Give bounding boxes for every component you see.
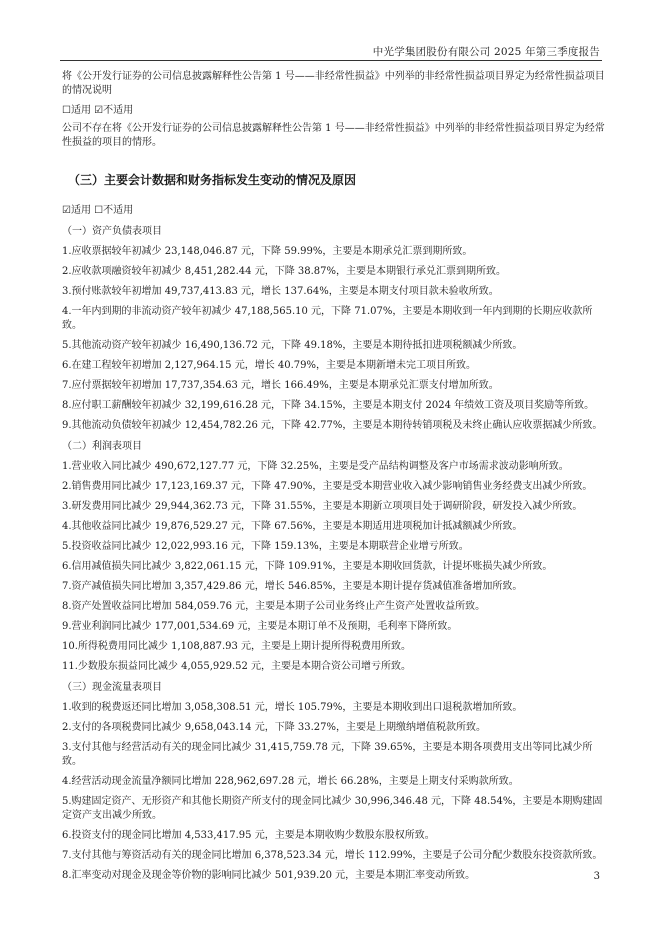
cashflow-item: 1.收到的税费返还同比增加 3,058,308.51 元，增长 105.79%，主要是本期收到出口退税款增加所致。 bbox=[62, 702, 523, 713]
cashflow-item: 8.汇率变动对现金及现金等价物的影响同比减少 501,939.20 元，主要是本期汇率变动所致。 bbox=[62, 870, 476, 881]
page-number: 3 bbox=[593, 871, 600, 882]
balance-item: 4.一年内到期的非流动资产较年初减少 47,188,565.10 元，下降 71.07%，主要是本期收到一年内到期的长期应收款所致。 bbox=[62, 306, 593, 331]
nonrecurring-statement: 将《公开发行证券的公司信息披露解释性公告第 1 号——非经常性损益》中列举的非经常性损益项目界定为经常性损益项目的情况说明 bbox=[62, 71, 605, 96]
cashflow-heading: （三）现金流量表项目 bbox=[62, 682, 162, 693]
profit-item: 1.营业收入同比减少 490,672,127.77 元，下降 32.25%，主要是受产品结构调整及客户市场需求波动影响所致。 bbox=[62, 461, 569, 472]
profit-item: 10.所得税费用同比减少 1,108,887.93 元，主要是上期计提所得税费用所致。 bbox=[62, 641, 412, 652]
balance-item: 2.应收款项融资较年初减少 8,451,282.44 元，下降 38.87%，主要是本期银行承兑汇票到期所致。 bbox=[62, 266, 507, 277]
nonrecurring-note: 公司不存在将《公开发行证券的公司信息披露解释性公告第 1 号——非经常性损益》中列举的非经常性损益项目界定为经常性损益的项目的情形。 bbox=[62, 123, 605, 148]
profit-item: 3.研发费用同比减少 29,944,362.73 元，下降 31.55%，主要是本期新立项项目处于调研阶段，研发投入减少所致。 bbox=[62, 501, 583, 512]
cashflow-item: 4.经营活动现金流量净额同比增加 228,962,697.28 元，增长 66.28%，主要是上期支付采购款所致。 bbox=[62, 776, 519, 787]
balance-items bbox=[62, 245, 607, 433]
header-divider bbox=[60, 60, 602, 61]
balance-item: 8.应付职工薪酬较年初减少 32,199,616.28 元，下降 34.15%，主要是本期支付 2024 年绩效工资及项目奖励等所致。 bbox=[62, 400, 595, 411]
profit-item: 9.营业利润同比减少 177,001,534.69 元，主要是本期订单不及预期，毛利率下降所致。 bbox=[62, 621, 458, 632]
section-options: ☑适用 ☐不适用 bbox=[62, 205, 134, 216]
balance-item: 5.其他流动资产较年初减少 16,490,136.72 元，下降 49.18%，主要是本期待抵扣进项税额减少所致。 bbox=[62, 340, 523, 351]
profit-item: 7.资产减值损失同比增加 3,357,429.86 元，增长 546.85%，主要是本期计提存货减值准备增加所致。 bbox=[62, 581, 523, 592]
balance-item: 9.其他流动负债较年初减少 12,454,782.26 元，下降 42.77%，主要是本期待转销项税及未终止确认应收票据减少所致。 bbox=[62, 420, 603, 431]
balance-item: 7.应付票据较年初增加 17,737,354.63 元，增长 166.49%，主要是本期承兑汇票支付增加所致。 bbox=[62, 380, 499, 391]
cashflow-item: 3.支付其他与经营活动有关的现金同比减少 31,415,759.78 元，下降 39.65%，主要是本期各项费用支出等同比减少所致。 bbox=[62, 742, 593, 767]
balance-item: 6.在建工程较年初增加 2,127,964.15 元，增长 40.79%，主要是本期新增未完工项目所致。 bbox=[62, 360, 477, 371]
profit-item: 2.销售费用同比减少 17,123,169.37 元，下降 47.90%，主要是受本期营业收入减少影响销售业务经费支出减少所致。 bbox=[62, 481, 593, 492]
profit-item: 11.少数股东损益同比减少 4,055,929.52 元，主要是本期合资公司增亏所致。 bbox=[62, 661, 412, 672]
profit-item: 5.投资收益同比减少 12,022,993.16 元，下降 159.13%，主要是本期联营企业增亏所致。 bbox=[62, 541, 469, 552]
section-number: （三） bbox=[68, 173, 105, 187]
profit-item: 6.信用减值损失同比减少 3,822,061.15 元，下降 109.91%，主要是本期收回货款，计提坏账损失减少所致。 bbox=[62, 561, 553, 572]
page-content bbox=[62, 70, 607, 883]
balance-item: 1.应收票据较年初减少 23,148,046.87 元，下降 59.99%，主要是本期承兑汇票到期所致。 bbox=[62, 246, 473, 257]
report-title: 中光学集团股份有限公司 2025 年第三季度报告 bbox=[372, 46, 600, 58]
profit-items bbox=[62, 460, 607, 674]
balance-item: 3.预付账款较年初增加 49,737,413.83 元，增长 137.64%，主要是本期支付项目款未验收所致。 bbox=[62, 286, 499, 297]
section-heading bbox=[62, 172, 607, 188]
cashflow-item: 6.投资支付的现金同比增加 4,533,417.95 元，主要是本期收购少数股东股权所致。 bbox=[62, 830, 435, 841]
cashflow-items bbox=[62, 701, 607, 883]
profit-item: 4.其他收益同比减少 19,876,529.27 元，下降 67.56%，主要是本期适用进项税加计抵减额减少所致。 bbox=[62, 521, 523, 532]
balance-heading: （一）资产负债表项目 bbox=[62, 226, 162, 237]
nonrecurring-options: ☐适用 ☑不适用 bbox=[62, 105, 134, 116]
page-header bbox=[0, 0, 662, 60]
profit-heading: （二）利润表项目 bbox=[62, 441, 142, 452]
cashflow-item: 5.购建固定资产、无形资产和其他长期资产所支付的现金同比减少 30,996,346.48 元，下降 48.54%，主要是本期购建固定资产支出减少所致。 bbox=[62, 796, 603, 821]
profit-item: 8.资产处置收益同比增加 584,059.76 元，主要是本期子公司业务终止产生资产处置收益所致。 bbox=[62, 601, 486, 612]
section-title: 主要会计数据和财务指标发生变动的情况及原因 bbox=[104, 173, 357, 187]
cashflow-item: 2.支付的各项税费同比减少 9,658,043.14 元，下降 33.27%，主要是上期缴纳增值税款所致。 bbox=[62, 722, 487, 733]
cashflow-item: 7.支付其他与筹资活动有关的现金同比增加 6,378,523.34 元，增长 112.99%，主要是子公司分配少数股东投资款所致。 bbox=[62, 850, 603, 861]
